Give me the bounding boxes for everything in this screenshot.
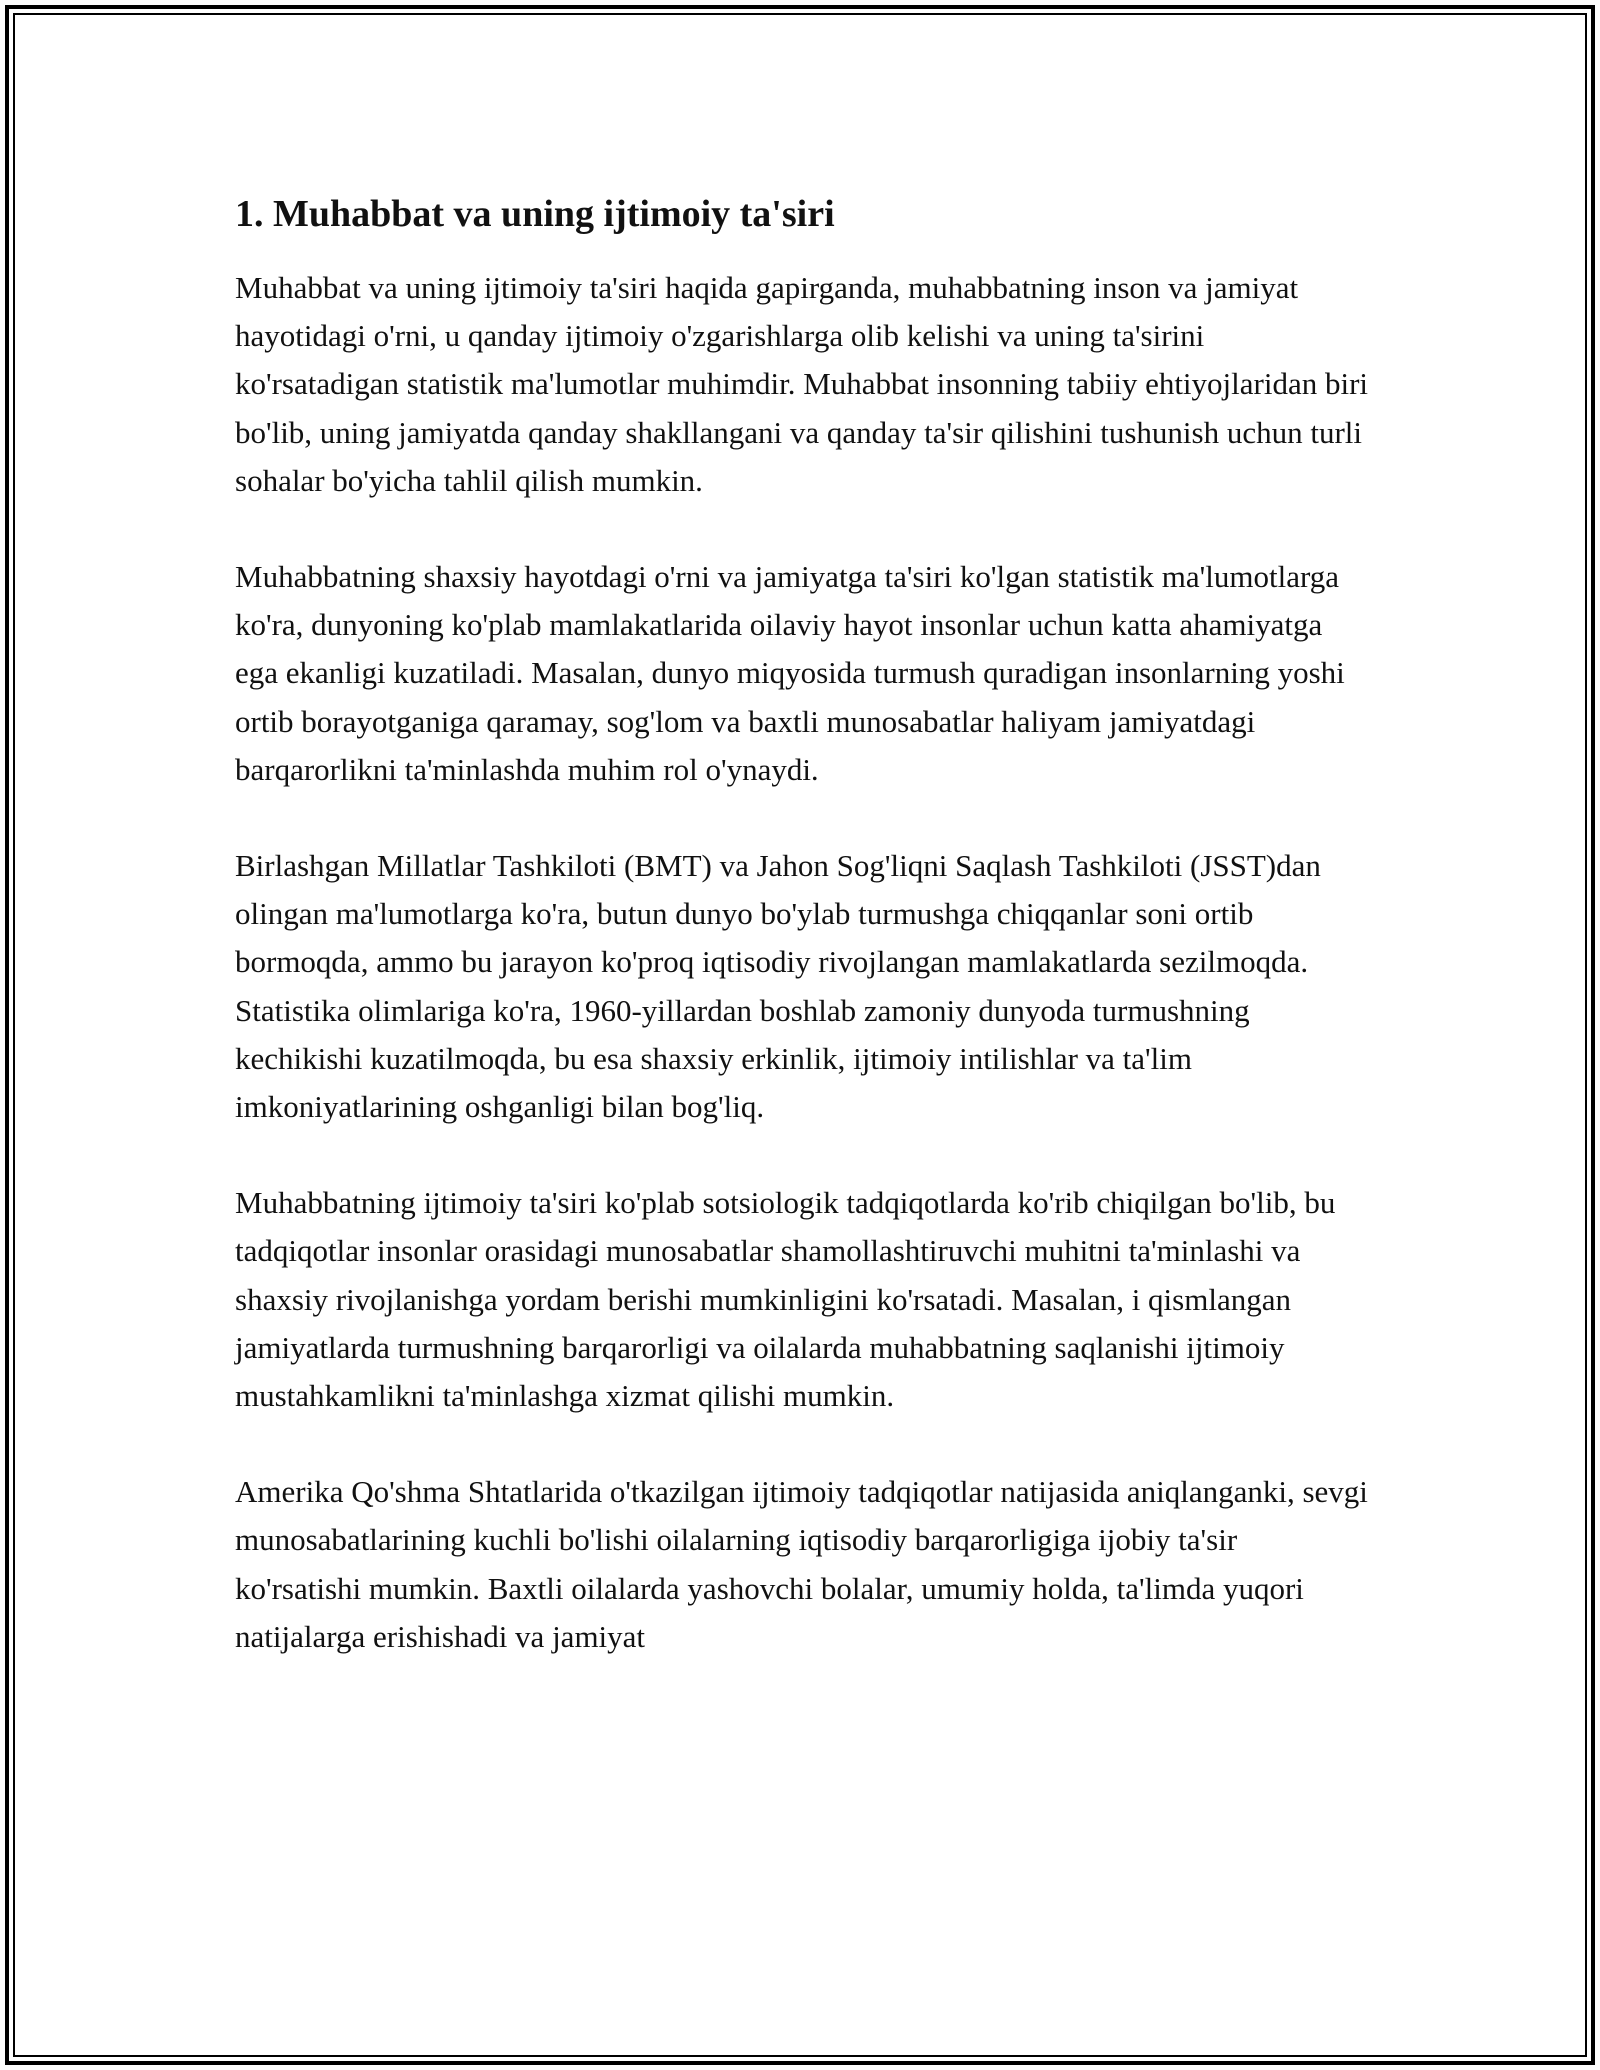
- paragraph: Birlashgan Millatlar Tashkiloti (BMT) va Jahon Sog'liqni Saqlash Tashkiloti (JSST)dan olingan ma'lumotlarga ko'ra, butun dunyo bo'ylab turmushga chiqqanlar soni ortib bormoqda, ammo bu jarayon ko'proq iqtisodiy rivojlangan mamlakatlarda sezilmoqda. Statistika olimlariga ko'ra, 1960-yillardan boshlab zamoniy dunyoda turmushning kechikishi kuzatilmoqda, bu esa shaxsiy erkinlik, ijtimoiy intilishlar va ta'lim imkoniyatlarining oshganligi bilan bog'liq.: [235, 848, 1321, 1125]
- paragraph: Muhabbat va uning ijtimoiy ta'siri haqida gapirganda, muhabbatning inson va jamiyat hayotidagi o'rni, u qanday ijtimoiy o'zgarishlarga olib kelishi va uning ta'sirini ko'rsatadigan statistik ma'lumotlar muhimdir. Muhabbat insonning tabiiy ehtiyojlaridan biri bo'lib, uning jamiyatda qanday shakllangani va qanday ta'sir qilishini tushunish uchun turli sohalar bo'yicha tahlil qilish mumkin.: [235, 270, 1369, 498]
- paragraph: Muhabbatning ijtimoiy ta'siri ko'plab sotsiologik tadqiqotlarda ko'rib chiqilgan bo'lib, bu tadqiqotlar insonlar orasidagi munosabatlar shamollashtiruvchi muhitni ta'minlashi va shaxsiy rivojlanishga yordam berishi mumkinligini ko'rsatadi. Masalan, i qismlangan jamiyatlarda turmushning barqarorligi va oilalarda muhabbatning saqlanishi ijtimoiy mustahkamlikni ta'minlashga xizmat qilishi mumkin.: [235, 1185, 1336, 1414]
- paragraph: Muhabbatning shaxsiy hayotdagi o'rni va jamiyatga ta'siri ko'lgan statistik ma'lumotlarga ko'ra, dunyoning ko'plab mamlakatlarida oilaviy hayot insonlar uchun katta ahamiyatga ega ekanligi kuzatiladi. Masalan, dunyo miqyosida turmush quradigan insonlarning yoshi ortib borayotganiga qaramay, sog'lom va baxtli munosabatlar haliyam jamiyatdagi barqarorlikni ta'minlashda muhim rol o'ynaydi.: [235, 559, 1345, 787]
- paragraph: Amerika Qo'shma Shtatlarida o'tkazilgan ijtimoiy tadqiqotlar natijasida aniqlanganki, sevgi munosabatlarining kuchli bo'lishi oilalarning iqtisodiy barqarorligiga ijobiy ta'sir ko'rsatishi mumkin. Baxtli oilalarda yashovchi bolalar, umumiy holda, ta'limda yuqori natijalarga erishishadi va jamiyat: [235, 1474, 1368, 1654]
- section-heading: 1. Muhabbat va uning ijtimoiy ta'siri: [235, 193, 835, 235]
- document-page: [235, 186, 1370, 1661]
